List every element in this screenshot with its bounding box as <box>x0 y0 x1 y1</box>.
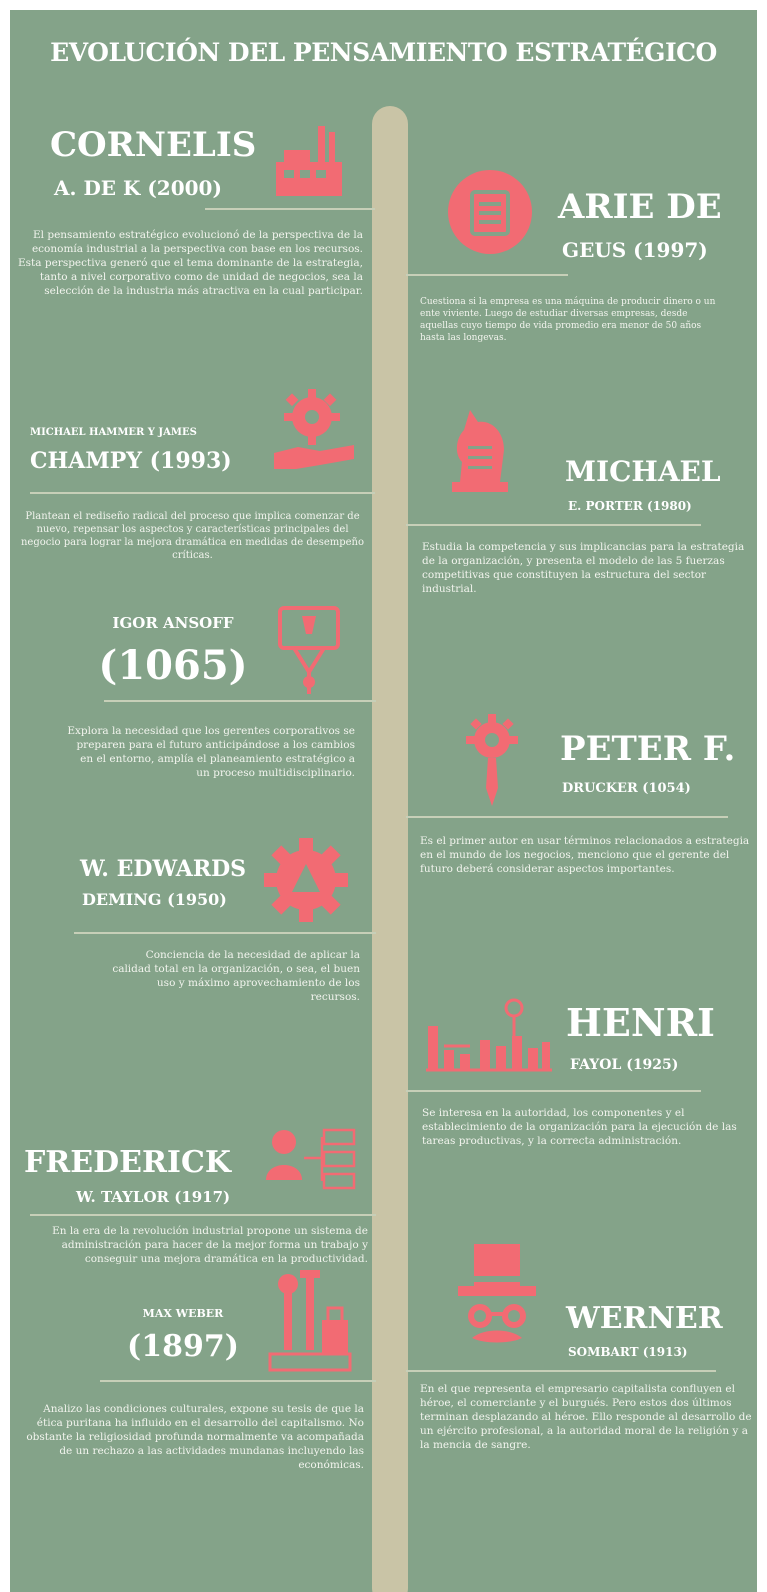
entry-name-line1: IGOR ANSOFF <box>112 614 234 632</box>
entry-description: Explora la necesidad que los gerentes corporativos se preparen para el futuro anticipándose a los cambios en el entorno, amplía el planeamiento estratégico a un proceso multidisciplinario. <box>67 725 355 779</box>
connector-line <box>205 208 375 210</box>
entry-name-line2: SOMBART (1913) <box>568 1345 688 1359</box>
entry-description: El pensamiento estratégico evolucionó de la perspectiva de la economía industrial a la perspectiva con base en los recursos. Esta perspectiva generó que el tema dominante de la estrategia, tanto a nivel corporativo como de unidad de negocios, sea la selección de la industria más atractiva en la cual participar. <box>18 229 364 297</box>
document-stack-icon <box>446 168 534 256</box>
entry-description: Estudia la competencia y sus implicancias para la estrategia de la organización, y presenta el modelo de las 5 fuerzas competitivas que constituyen la estructura del sector industrial. <box>422 541 745 595</box>
connector-line <box>100 1380 376 1382</box>
connector-line <box>104 700 376 702</box>
connector-line <box>74 932 376 934</box>
connector-line <box>406 1090 701 1092</box>
entry-name-line2: A. DE K (2000) <box>54 176 222 200</box>
entry-name-line2: FAYOL (1925) <box>570 1057 679 1073</box>
entry-description: Se interesa en la autoridad, los componentes y el establecimiento de la organización para la ejecución de las tareas productivas, y la correcta administración. <box>422 1107 737 1147</box>
connector-line <box>406 1370 716 1372</box>
tools-icon <box>266 1264 352 1374</box>
entry-name-line2: (1897) <box>127 1329 239 1364</box>
connector-line <box>30 492 375 494</box>
infographic-poster <box>10 10 757 1592</box>
factory-icon <box>268 122 350 204</box>
entry-name-line1: MAX WEBER <box>142 1307 224 1320</box>
connector-line <box>30 1214 376 1216</box>
entry-name-line2: W. TAYLOR (1917) <box>76 1188 231 1206</box>
quality-gear-icon <box>264 838 348 922</box>
entry-description: Analizo las condiciones culturales, expone su tesis de que la ética puritana ha influido en el desarrollo del capitalismo. No obstante la religiosidad profunda normalmente va acompañada de un rechazo a las actividades mundanas incluyendo las económicas. <box>26 1403 364 1471</box>
entry-name-line1: PETER F. <box>560 729 736 769</box>
entry-name-line1: W. EDWARDS <box>80 856 247 882</box>
entry-name-line1: WERNER <box>566 1301 723 1336</box>
entry-description: Plantean el rediseño radical del proceso que implica comenzar de nuevo, repensar los aspectos y características principales del negocio para lograr la mejora dramática en medidas de desempeño críticas. <box>20 511 365 561</box>
chess-knight-icon <box>440 402 520 494</box>
entry-name-line2: DRUCKER (1054) <box>562 781 691 796</box>
entry-description: Cuestiona si la empresa es una máquina de producir dinero o un ente viviente. Luego de estudiar diversas empresas, desde aquellas cuyo tiempo de vida promedio era menor de 50 años hasta las longevas. <box>420 297 716 343</box>
gear-key-icon <box>462 712 522 808</box>
businessman-icon <box>274 602 344 698</box>
entry-name-line1: MICHAEL <box>565 455 721 488</box>
timeline-spine <box>372 106 408 1592</box>
entry-name-line1: CORNELIS <box>50 125 257 165</box>
entry-description: Es el primer autor en usar términos relacionados a estrategia en el mundo de los negocios, menciono que el gerente del futuro deberá considerar aspectos importantes. <box>420 835 750 875</box>
top-hat-face-icon <box>454 1242 540 1352</box>
gear-hand-icon <box>268 385 358 480</box>
poster-title: EVOLUCIÓN DEL PENSAMIENTO ESTRATÉGICO <box>50 38 717 67</box>
people-chart-icon <box>422 996 556 1074</box>
entry-name-line2: CHAMPY (1993) <box>30 448 232 474</box>
connector-line <box>406 816 728 818</box>
entry-name-line2: GEUS (1997) <box>562 238 708 262</box>
entry-name-line1: HENRI <box>566 1000 715 1045</box>
entry-name-line1: ARIE DE <box>558 187 722 227</box>
entry-name-line2: DEMING (1950) <box>82 890 227 909</box>
connector-line <box>406 524 701 526</box>
entry-name-line2: (1065) <box>98 642 248 689</box>
entry-description: En el que representa el empresario capitalista confluyen el héroe, el comerciante y el burgués. Pero estos dos últimos terminan desplazando al héroe. Ello responde al desarrollo de un ejército profesional, a la autoridad moral de la religión y a la mencia de sangre. <box>420 1383 752 1451</box>
entry-name-line2: E. PORTER (1980) <box>568 499 692 513</box>
entry-name-line1: FREDERICK <box>24 1145 231 1180</box>
entry-description: Conciencia de la necesidad de aplicar la calidad total en la organización, o sea, el buen uso y máximo aprovechamiento de los recursos. <box>112 949 360 1003</box>
org-chart-icon <box>264 1124 360 1196</box>
connector-line <box>406 274 568 276</box>
entry-name-line1: MICHAEL HAMMER Y JAMES <box>30 427 197 438</box>
entry-description: En la era de la revolución industrial propone un sistema de administración para hacer de la mejor forma un trabajo y conseguir una mejora dramática en la productividad. <box>52 1225 368 1265</box>
